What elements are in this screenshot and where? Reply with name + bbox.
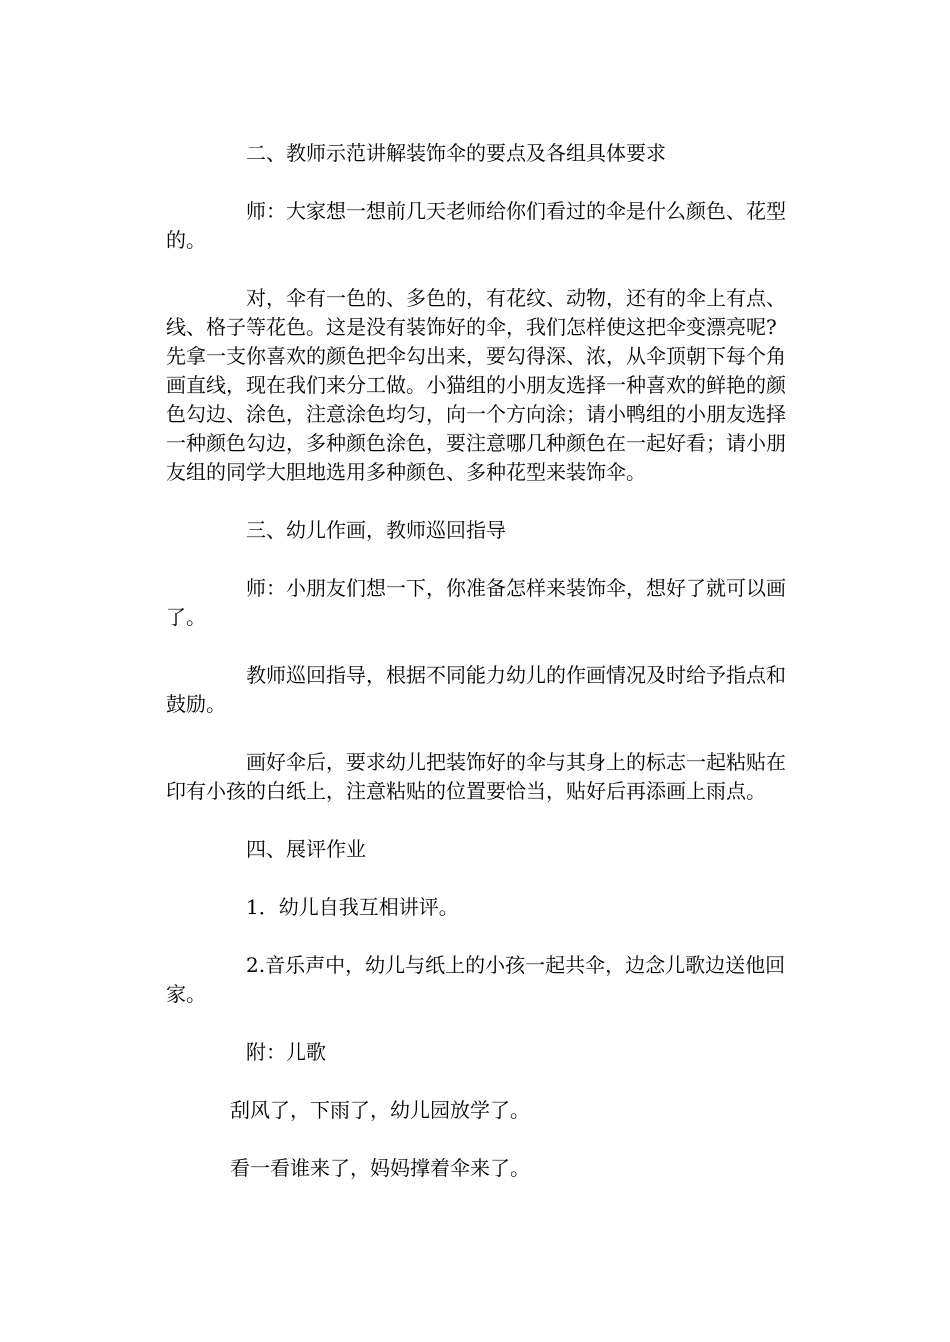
paragraph-pasting-instructions: 画好伞后，要求幼儿把装饰好的伞与其身上的标志一起粘贴在印有小孩的白纸上，注意粘贴的位置要恰当，贴好后再添画上雨点。 [166,750,786,803]
paragraph-teacher-guidance: 教师巡回指导，根据不同能力幼儿的作画情况及时给予指点和鼓励。 [166,663,786,716]
paragraph-teacher-prompt: 师：小朋友们想一下，你准备怎样来装饰伞，想好了就可以画了。 [166,576,786,629]
section-heading-evaluation: 四、展评作业 [246,837,366,861]
section-heading-demonstration: 二、教师示范讲解装饰伞的要点及各组具体要求 [246,141,666,165]
appendix-heading-song: 附：儿歌 [246,1040,326,1064]
section-heading-drawing: 三、幼儿作画，教师巡回指导 [246,518,506,542]
list-item-self-evaluation: 1．幼儿自我互相讲评。 [246,895,459,919]
document-body [166,139,786,1212]
paragraph-teacher-question: 师：大家想一想前几天老师给你们看过的伞是什么颜色、花型的。 [166,199,786,252]
song-line-1: 刮风了，下雨了，幼儿园放学了。 [230,1098,530,1122]
paragraph-umbrella-explanation: 对，伞有一色的、多色的，有花纹、动物，还有的伞上有点、线、格子等花色。这是没有装饰好的伞，我们怎样使这把伞变漂亮呢?先拿一支你喜欢的颜色把伞勾出来，要勾得深、浓，从伞顶朝下每个角画直线，现在我们来分工做。小猫组的小朋友选择一种喜欢的鲜艳的颜色勾边、涂色，注意涂色均匀，向一个方向涂；请小鸭组的小朋友选择一种颜色勾边，多种颜色涂色，要注意哪几种颜色在一起好看；请小朋友组的同学大胆地选用多种颜色、多种花型来装饰伞。 [166,286,786,484]
list-item-music-activity: 2.音乐声中，幼儿与纸上的小孩一起共伞，边念儿歌边送他回家。 [166,953,786,1006]
song-line-2: 看一看谁来了，妈妈撑着伞来了。 [230,1156,530,1180]
